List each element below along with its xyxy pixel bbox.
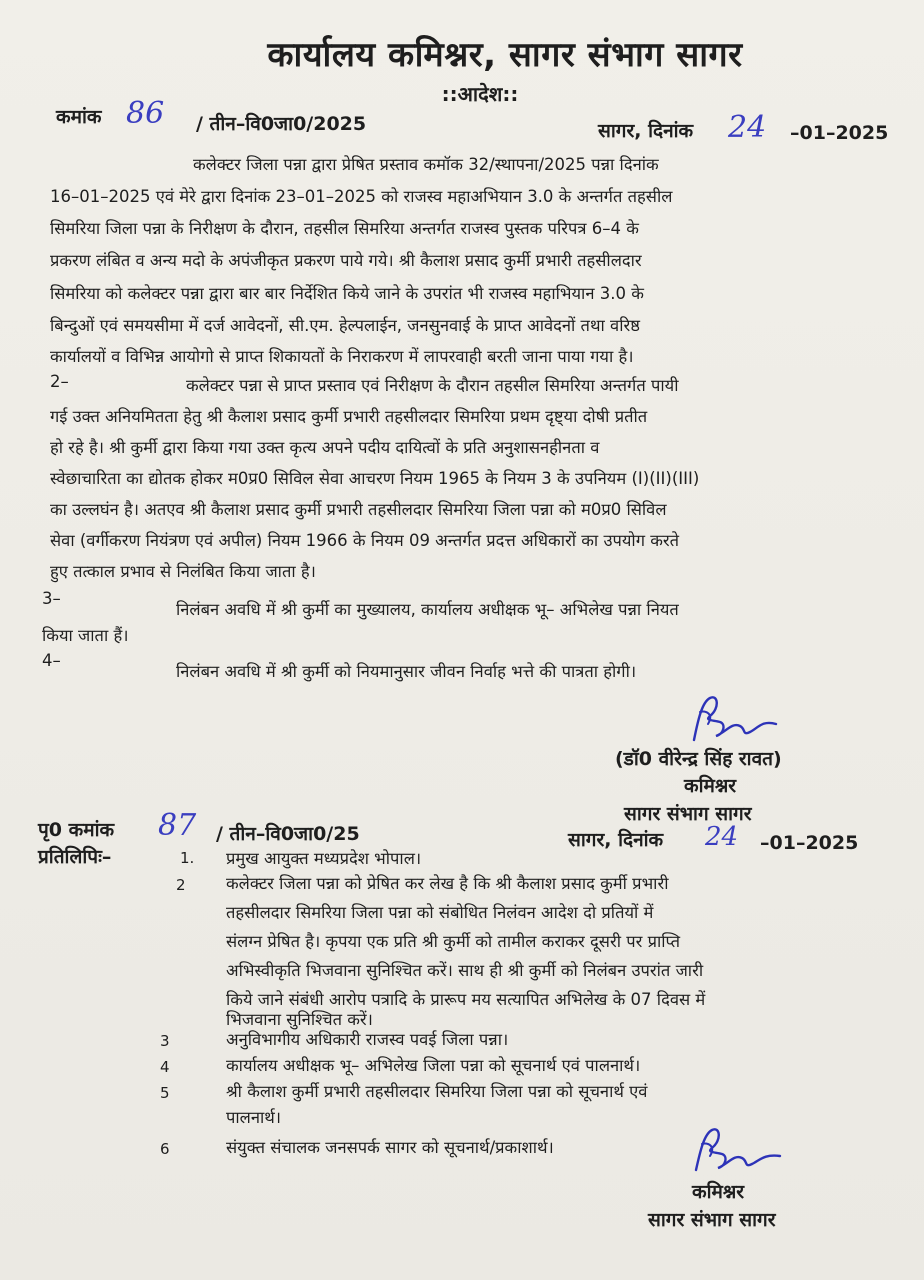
- copy-6-number: 6: [160, 1140, 170, 1158]
- office-title: कार्यालय कमिश्नर, सागर संभाग सागर: [267, 35, 743, 75]
- signatory-2-designation: कमिश्नर: [692, 1181, 745, 1203]
- para3-line-1: निलंबन अवधि में श्री कुर्मी का मुख्यालय, कार्यालय अधीक्षक भू– अभिलेख पन्ना नियत: [176, 600, 679, 619]
- copy-to-label: प्रतिलिपिः–: [38, 846, 112, 868]
- para2-line-6: सेवा (वर्गीकरण नियंत्रण एवं अपील) नियम 1966 के नियम 09 अन्तर्गत प्रदत्त अधिकारों का उपयोग करते: [50, 531, 680, 550]
- para1-line-4: प्रकरण लंबित व अन्य मदो के अपंजीकृत प्रकरण पाये गये। श्री कैलाश प्रसाद कुर्मी प्रभारी तहसीलदार: [50, 251, 642, 270]
- order-date-day-handwritten: 24: [728, 110, 767, 145]
- copy-3-number: 3: [160, 1032, 170, 1050]
- endorsement-date-day-handwritten: 24: [705, 822, 739, 852]
- endorsement-date-rest: –01–2025: [760, 832, 859, 854]
- copy-2-line-6: भिजवाना सुनिश्चित करें।: [226, 1010, 373, 1029]
- order-file-number: / तीन–वि0जा0/2025: [196, 113, 367, 135]
- para1-line-2: 16–01–2025 एवं मेरे द्वारा दिनांक 23–01–2025 को राजस्व महाअभियान 3.0 के अन्तर्गत तहसील: [50, 187, 673, 206]
- copy-2-line-1: कलेक्टर जिला पन्ना को प्रेषित कर लेख है कि श्री कैलाश प्रसाद कुर्मी प्रभारी: [226, 874, 669, 893]
- endorsement-number-handwritten: 87: [158, 808, 197, 843]
- copy-2-line-2: तहसीलदार सिमरिया जिला पन्ना को संबोधित निलंवन आदेश दो प्रतियों में: [226, 903, 654, 922]
- para1-line-3: सिमरिया जिला पन्ना के निरीक्षण के दौरान, तहसील सिमरिया अन्तर्गत राजस्व पुस्तक परिपत्र 6–4 के: [50, 219, 639, 238]
- para2-line-1: कलेक्टर पन्ना से प्राप्त प्रस्ताव एवं निरीक्षण के दौरान तहसील सिमरिया अन्तर्गत पायी: [186, 376, 679, 395]
- para1-line-5: सिमरिया को कलेक्टर पन्ना द्वारा बार बार निर्देशित किये जाने के उपरांत भी राजस्व महाभियान 3.0 के: [50, 284, 644, 303]
- copy-4-line-1: कार्यालय अधीक्षक भू– अभिलेख जिला पन्ना को सूचनार्थ एवं पालनार्थ।: [226, 1056, 641, 1075]
- signature-2-graphic: [684, 1124, 794, 1178]
- para2-line-5: का उल्लघंन है। अतएव श्री कैलाश प्रसाद कुर्मी प्रभारी तहसीलदार सिमरिया जिला पन्ना को म0प्र0 सिविल: [50, 500, 667, 519]
- para1-line-1: कलेक्टर जिला पन्ना द्वारा प्रेषित प्रस्ताव कमॉक 32/स्थापना/2025 पन्ना दिनांक: [193, 155, 659, 174]
- copy-1-number: 1.: [180, 849, 195, 867]
- signatory-designation: कमिश्नर: [684, 775, 737, 797]
- copy-2-line-4: अभिस्वीकृति भिजवाना सुनिश्चित करें। साथ ही श्री कुर्मी को निलंबन उपरांत जारी: [226, 961, 704, 980]
- para3-line-2: किया जाता हैं।: [42, 626, 129, 645]
- para2-line-2: गई उक्त अनियमितता हेतु श्री कैलाश प्रसाद कुर्मी प्रभारी तहसीलदार सिमरिया प्रथम दृष्ट्या दोषी प्रतीत: [50, 407, 648, 426]
- signatory-2-office: सागर संभाग सागर: [648, 1209, 776, 1231]
- signature-1-graphic: [680, 690, 790, 748]
- signatory-office: सागर संभाग सागर: [624, 803, 752, 825]
- copy-6-line-1: संयुक्त संचालक जनसपर्क सागर को सूचनार्थ/प्रकाशार्थ।: [226, 1138, 554, 1157]
- order-heading: ::आदेश::: [441, 82, 519, 106]
- para2-line-4: स्वेछाचारिता का द्योतक होकर म0प्र0 सिविल सेवा आचरण नियम 1965 के नियम 3 के उपनियम (I)(II)(III): [50, 469, 700, 488]
- para1-line-6: बिन्दुओं एवं समयसीमा में दर्ज आवेदनों, सी.एम. हेल्पलाईन, जनसुनवाई के प्राप्त आवेदनों तथा वरिष्ठ: [50, 316, 640, 335]
- order-number-handwritten: 86: [126, 96, 165, 131]
- copy-2-number: 2: [176, 876, 186, 894]
- order-date-rest: –01–2025: [790, 122, 889, 144]
- endorsement-place-date-label: सागर, दिनांक: [568, 829, 664, 851]
- para2-line-7: हुए तत्काल प्रभाव से निलंबित किया जाता है।: [50, 562, 316, 581]
- copy-5-number: 5: [160, 1084, 170, 1102]
- para4-number: 4–: [42, 651, 61, 670]
- para4-line-1: निलंबन अवधि में श्री कुर्मी को नियमानुसार जीवन निर्वाह भत्ते की पात्रता होगी।: [176, 662, 637, 681]
- copy-3-line-1: अनुविभागीय अधिकारी राजस्व पवई जिला पन्ना।: [226, 1030, 509, 1049]
- order-place-date-label: सागर, दिनांक: [598, 120, 694, 142]
- signatory-name: (डॉ0 वीरेन्द्र सिंह रावत): [615, 748, 782, 770]
- copy-5-line-2: पालनार्थ।: [226, 1108, 282, 1127]
- copy-2-line-5: किये जाने संबंधी आरोप पत्रादि के प्रारूप मय सत्यापित अभिलेख के 07 दिवस में: [226, 990, 706, 1009]
- endorsement-label: पृ0 कमांक: [38, 819, 115, 841]
- para2-number: 2–: [50, 372, 69, 391]
- para2-line-3: हो रहे है। श्री कुर्मी द्वारा किया गया उक्त कृत्य अपने पदीय दायित्वों के प्रति अनुशासनहीनता व: [50, 438, 600, 457]
- copy-4-number: 4: [160, 1058, 170, 1076]
- order-number-label: कमांक: [56, 106, 102, 128]
- para1-line-7: कार्यालयों व विभिन्न आयोगो से प्राप्त शिकायतों के निराकरण में लापरवाही बरती जाना पाया गया है।: [50, 347, 634, 366]
- para3-number: 3–: [42, 589, 61, 608]
- copy-5-line-1: श्री कैलाश कुर्मी प्रभारी तहसीलदार सिमरिया जिला पन्ना को सूचनार्थ एवं: [226, 1082, 648, 1101]
- copy-1-line-1: प्रमुख आयुक्त मध्यप्रदेश भोपाल।: [226, 849, 422, 868]
- endorsement-file-number: / तीन–वि0जा0/25: [216, 823, 360, 845]
- copy-2-line-3: संलग्न प्रेषित है। कृपया एक प्रति श्री कुर्मी को तामील कराकर दूसरी पर प्राप्ति: [226, 932, 681, 951]
